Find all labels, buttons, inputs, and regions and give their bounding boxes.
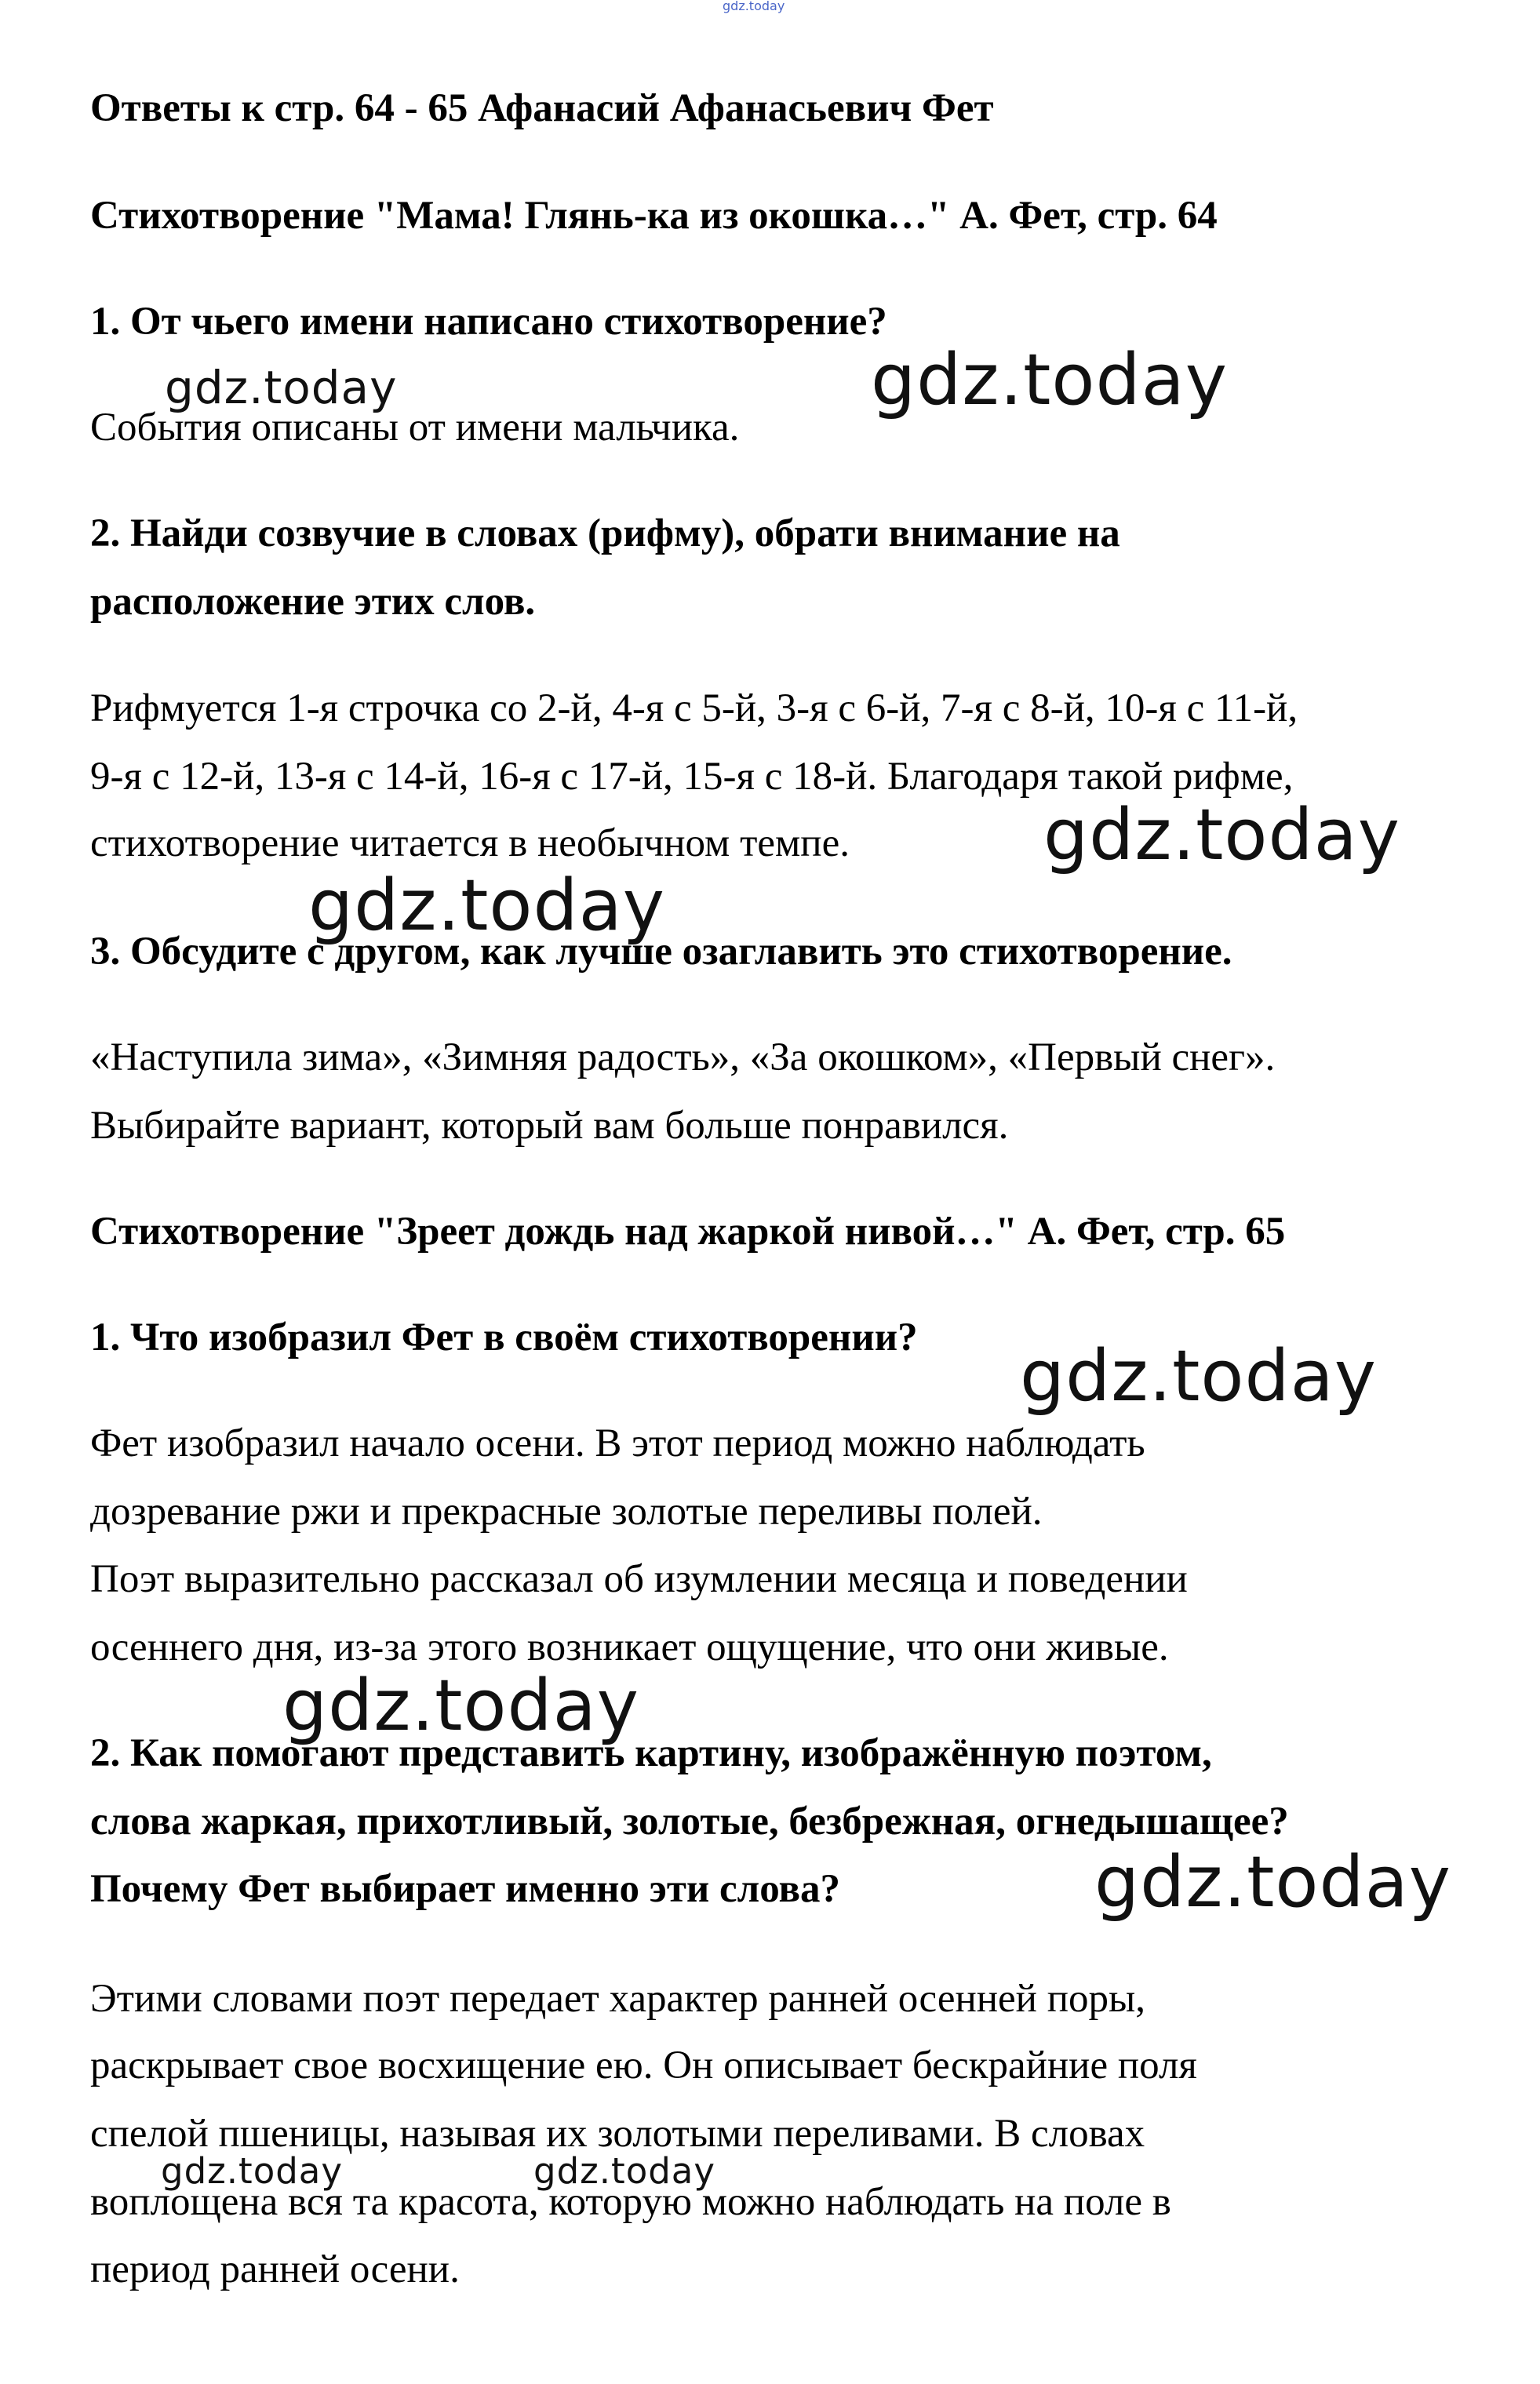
watermark: gdz.today: [1094, 1841, 1452, 1924]
poem2-question-2-line-1: 2. Как помогают представить картину, изображённую поэтом,: [90, 1731, 1212, 1775]
poem1-question-3: 3. Обсудите с другом, как лучше озаглавить это стихотворение.: [90, 930, 1232, 974]
page-title: Ответы к стр. 64 - 65 Афанасий Афанасьевич Фет: [90, 86, 994, 130]
poem1-heading: Стихотворение "Мама! Глянь-ка из окошка…" А. Фет, стр. 64: [90, 194, 1218, 238]
site-mark: gdz.today: [723, 0, 785, 13]
poem2-question-2-line-2: слова жаркая, прихотливый, золотые, безбрежная, огнедышащее?: [90, 1800, 1289, 1844]
poem2-answer-2-line-5: период ранней осени.: [90, 2248, 460, 2291]
poem1-answer-3-line-1: «Наступила зима», «Зимняя радость», «За окошком», «Первый снег».: [90, 1035, 1276, 1079]
poem2-answer-1-line-2: дозревание ржи и прекрасные золотые переливы полей.: [90, 1490, 1043, 1534]
poem2-heading: Стихотворение "Зреет дождь над жаркой нивой…" А. Фет, стр. 65: [90, 1210, 1286, 1254]
watermark: gdz.today: [1043, 794, 1401, 876]
watermark: gdz.today: [871, 339, 1229, 421]
poem1-answer-2-line-1: Рифмуется 1-я строчка со 2-й, 4-я с 5-й, 3-я с 6-й, 7-я с 8-й, 10-я с 11-й,: [90, 686, 1298, 730]
poem1-question-1: 1. От чьего имени написано стихотворение?: [90, 300, 887, 344]
poem2-answer-2-line-2: раскрывает свое восхищение ею. Он описывает бескрайние поля: [90, 2044, 1197, 2087]
watermark: gdz.today: [533, 2150, 716, 2192]
poem1-answer-3-line-2: Выбирайте вариант, который вам больше понравился.: [90, 1104, 1009, 1148]
poem2-question-1: 1. Что изобразил Фет в своём стихотворении?: [90, 1316, 918, 1359]
watermark: gdz.today: [161, 2150, 344, 2192]
poem2-answer-2-line-4: воплощена вся та красота, которую можно наблюдать на поле в: [90, 2180, 1171, 2224]
poem2-question-2-line-3: Почему Фет выбирает именно эти слова?: [90, 1867, 841, 1911]
poem2-answer-1-line-4: осеннего дня, из-за этого возникает ощущение, что они живые.: [90, 1625, 1169, 1669]
poem1-answer-2-line-3: стихотворение читается в необычном темпе.: [90, 821, 850, 865]
poem1-question-2-line-1: 2. Найди созвучие в словах (рифму), обрати внимание на: [90, 511, 1120, 555]
poem2-answer-1-line-3: Поэт выразительно рассказал об изумлении месяца и поведении: [90, 1557, 1188, 1601]
watermark: gdz.today: [282, 1665, 640, 1747]
watermark: gdz.today: [165, 361, 398, 414]
watermark: gdz.today: [308, 864, 666, 947]
poem1-answer-2-line-2: 9-я с 12-й, 13-я с 14-й, 16-я с 17-й, 15-я с 18-й. Благодаря такой рифме,: [90, 755, 1294, 799]
poem2-answer-2-line-1: Этими словами поэт передает характер ранней осенней поры,: [90, 1977, 1146, 2021]
watermark: gdz.today: [1020, 1335, 1378, 1418]
poem2-answer-2-line-3: спелой пшеницы, называя их золотыми переливами. В словах: [90, 2112, 1145, 2156]
poem1-question-2-line-2: расположение этих слов.: [90, 580, 536, 624]
poem2-answer-1-line-1: Фет изобразил начало осени. В этот период можно наблюдать: [90, 1421, 1145, 1465]
poem1-answer-1: События описаны от имени мальчика.: [90, 406, 740, 450]
